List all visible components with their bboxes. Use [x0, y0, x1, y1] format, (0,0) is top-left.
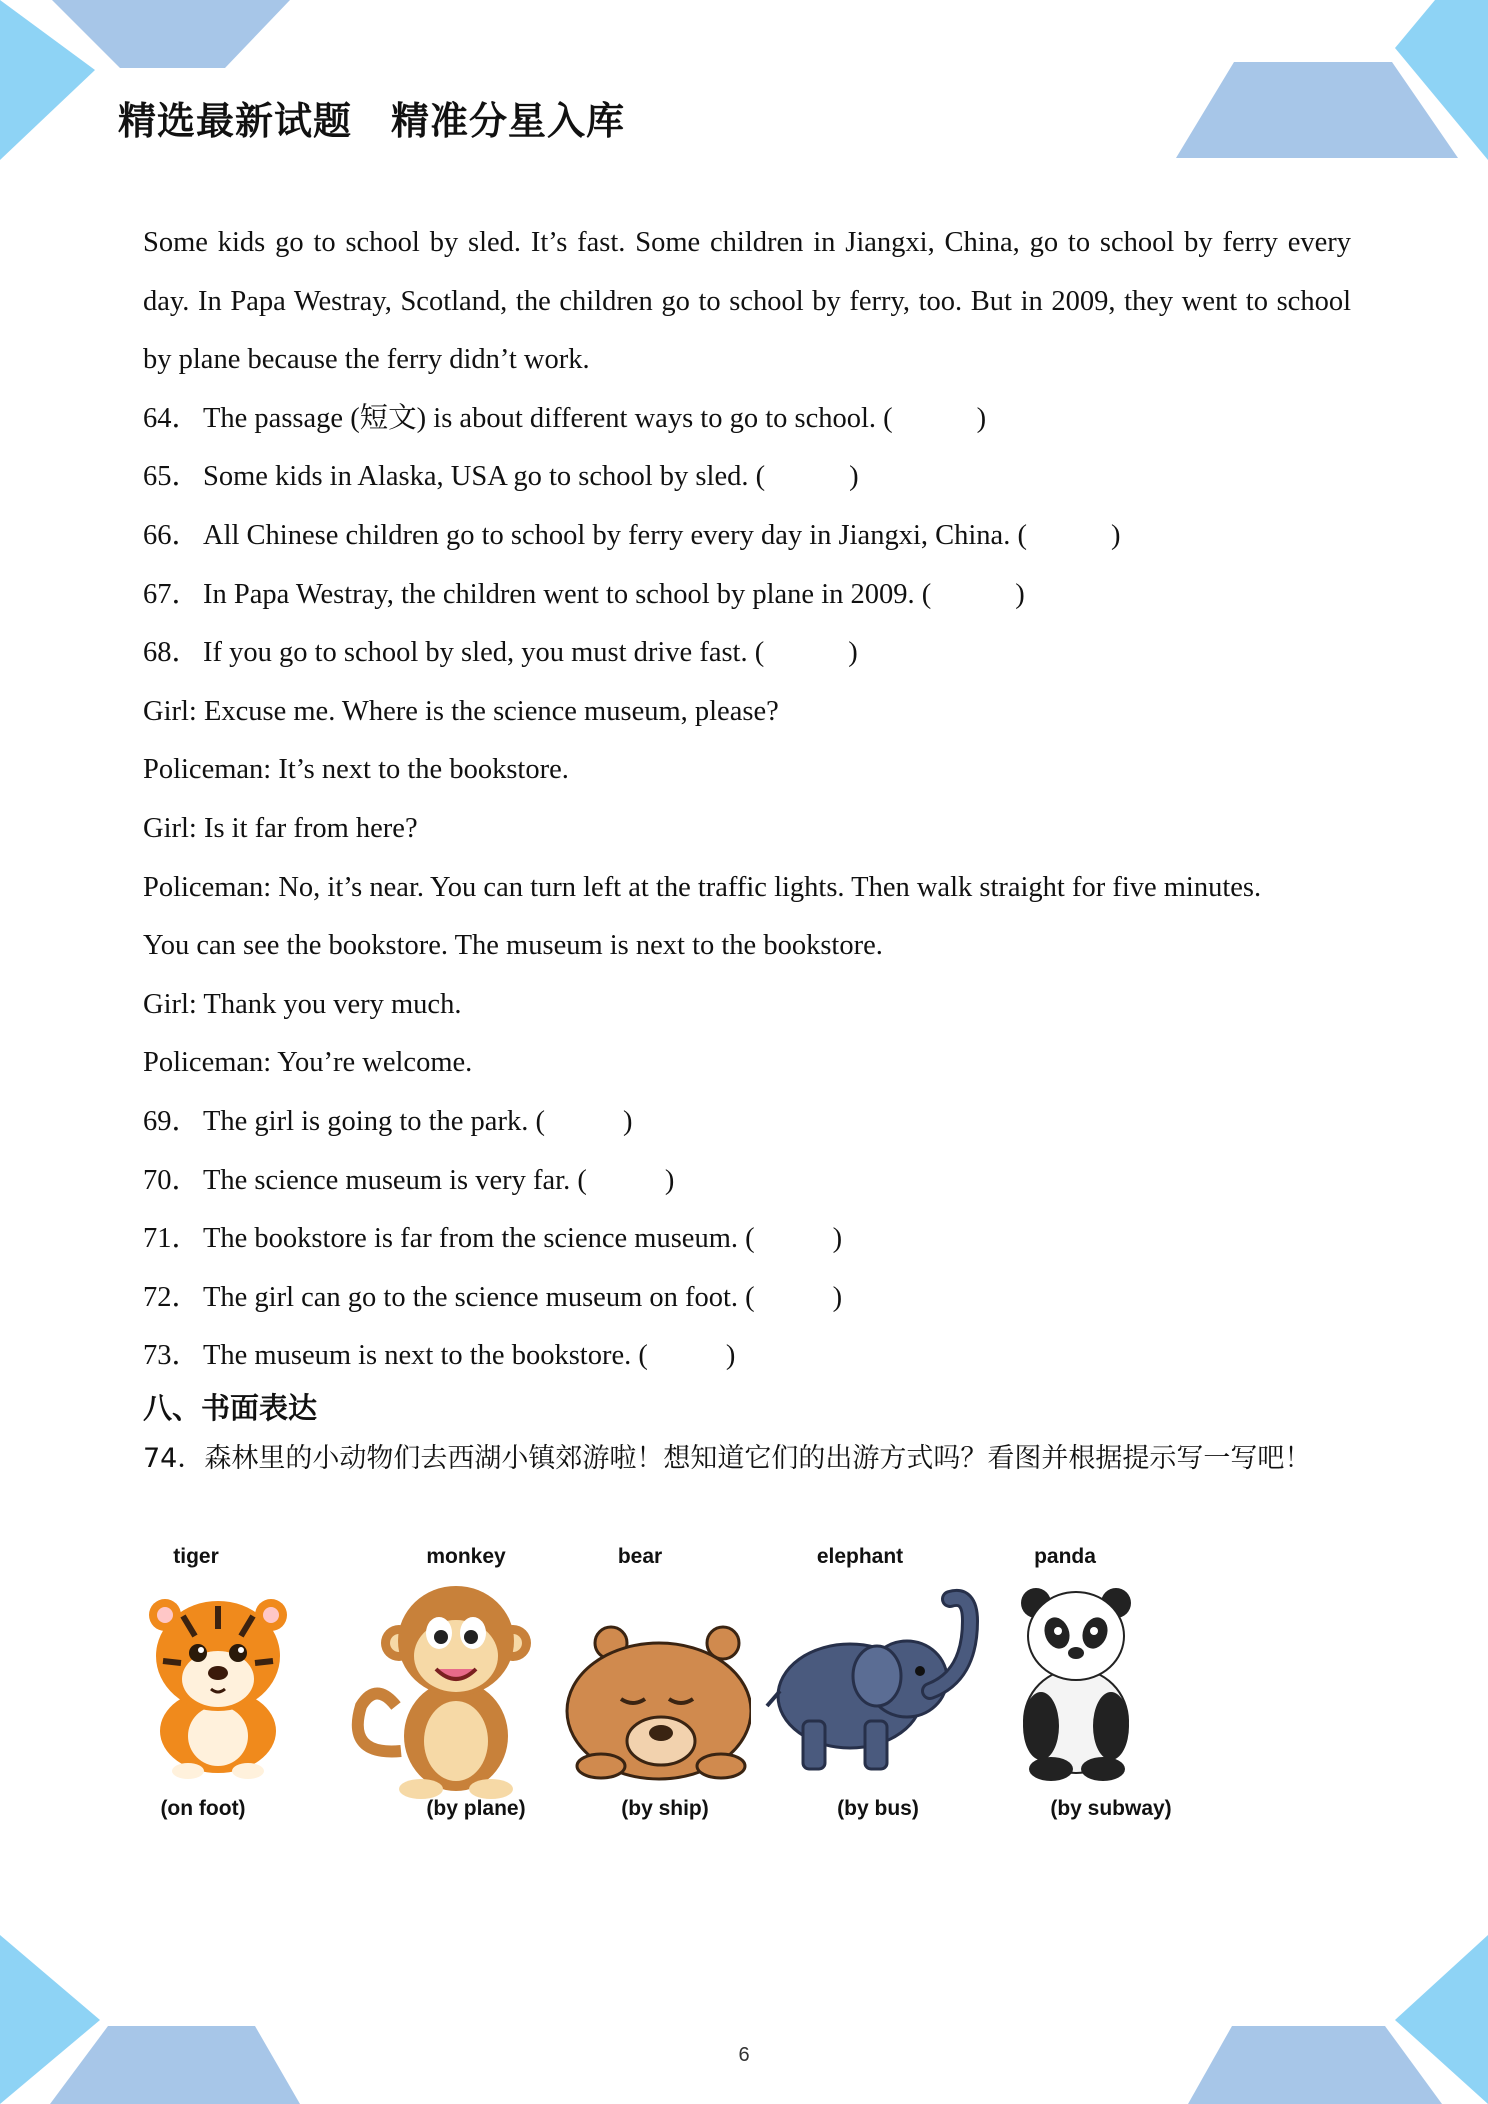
- dialogue-line: Policeman: It’s next to the bookstore.: [143, 754, 569, 786]
- elephant-icon: [765, 1581, 985, 1781]
- animal-transport: (by bus): [837, 1797, 919, 1820]
- animal-name: tiger: [173, 1545, 219, 1568]
- question-73: 73． The museum is next to the bookstore. ( ): [143, 1340, 736, 1372]
- dialogue-line: Girl: Is it far from here?: [143, 812, 418, 844]
- dialogue-line: You can see the bookstore. The museum is next to the bookstore.: [143, 930, 883, 962]
- panda-icon: [1011, 1581, 1141, 1781]
- animal-picture-row: [143, 1545, 1243, 1835]
- animal-transport: (on foot): [160, 1797, 246, 1820]
- section-heading: 八、书面表达: [143, 1390, 318, 1425]
- animal-name: panda: [1034, 1545, 1096, 1568]
- questions-group-b: [143, 1093, 1351, 1386]
- question-69: 69． The girl is going to the park. ( ): [143, 1105, 633, 1137]
- tiger-icon: [143, 1581, 293, 1781]
- dialogue-line: Policeman: You’re welcome.: [143, 1047, 473, 1079]
- question-72: 72． The girl can go to the science museum on foot. ( ): [143, 1281, 843, 1313]
- corner-shape-top-left-trapezoid: [52, 0, 290, 68]
- animal-name: bear: [617, 1545, 663, 1568]
- header-title: 精选最新试题 精准分星入库: [118, 99, 626, 143]
- worksheet-content: [143, 214, 1351, 1488]
- animal-transport: (by plane): [426, 1797, 526, 1820]
- questions-group-a: [143, 390, 1351, 683]
- question-68: 68． If you go to school by sled, you must drive fast. ( ): [143, 637, 858, 669]
- animal-transport: (by subway): [1050, 1797, 1172, 1820]
- question-70: 70． The science museum is very far. ( ): [143, 1164, 675, 1196]
- dialogue: [143, 683, 1351, 1093]
- reading-passage-end: Some kids go to school by sled. It’s fast. Some children in Jiangxi, China, go to school by ferry every day. In Papa Westray, Scotland, the children go to school by ferry, too. But in 2009, they went to school by plane because the ferry didn’t work.: [143, 227, 1351, 376]
- animal-name: monkey: [426, 1545, 506, 1568]
- writing-task: 74．森林里的小动物们去西湖小镇郊游啦！想知道它们的出游方式吗？看图并根据提示写一写吧！: [143, 1442, 1312, 1474]
- question-64: 64． The passage (短文) is about different ways to go to school. ( ): [143, 402, 987, 434]
- dialogue-line: Girl: Excuse me. Where is the science museum, please?: [143, 695, 779, 727]
- question-65: 65． Some kids in Alaska, USA go to school by sled. ( ): [143, 461, 859, 493]
- question-71: 71． The bookstore is far from the science museum. ( ): [143, 1223, 843, 1255]
- animal-transport: (by ship): [621, 1797, 709, 1820]
- corner-shape-top-right-trapezoid: [1176, 62, 1458, 158]
- animal-name: elephant: [816, 1545, 904, 1568]
- bear-icon: [561, 1581, 751, 1781]
- question-67: 67． In Papa Westray, the children went to school by plane in 2009. ( ): [143, 578, 1025, 610]
- dialogue-line: Girl: Thank you very much.: [143, 988, 462, 1020]
- dialogue-line: Policeman: No, it’s near. You can turn left at the traffic lights. Then walk straight for five minutes.: [143, 871, 1262, 903]
- question-66: 66． All Chinese children go to school by ferry every day in Jiangxi, China. ( ): [143, 519, 1121, 551]
- monkey-icon: [341, 1581, 541, 1801]
- page-number: 6: [738, 2044, 750, 2066]
